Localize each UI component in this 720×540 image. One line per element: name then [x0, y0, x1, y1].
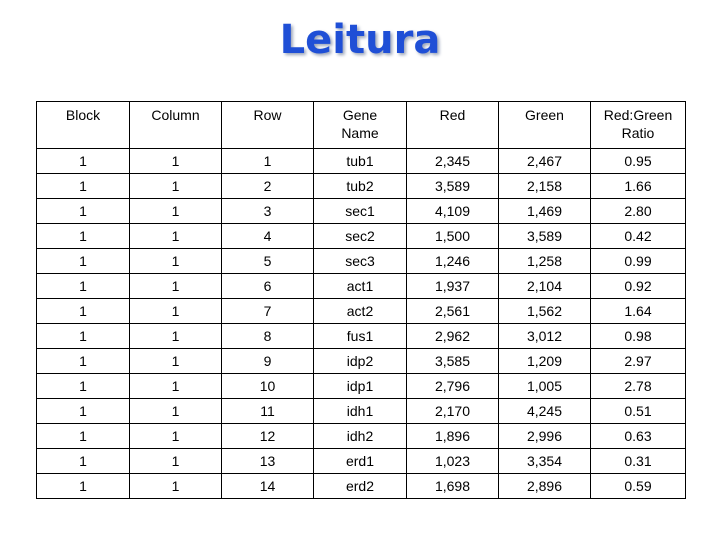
column-header-line: Ratio [621, 125, 655, 141]
cell-column: 1 [130, 324, 222, 349]
cell-row: 11 [222, 399, 314, 424]
data-table [36, 101, 686, 499]
cell-gene-name: sec3 [314, 249, 407, 274]
cell-green: 2,104 [499, 274, 591, 299]
cell-column: 1 [130, 199, 222, 224]
cell-gene-name: sec1 [314, 199, 407, 224]
cell-gene-name: tub1 [314, 149, 407, 174]
cell-green: 2,896 [499, 474, 591, 499]
cell-column: 1 [130, 374, 222, 399]
cell-row: 2 [222, 174, 314, 199]
table-row [37, 174, 686, 199]
cell-column: 1 [130, 149, 222, 174]
cell-gene-name: erd2 [314, 474, 407, 499]
cell-red-green-ratio: 0.98 [591, 324, 686, 349]
cell-green: 2,158 [499, 174, 591, 199]
cell-green: 3,012 [499, 324, 591, 349]
cell-gene-name: idh2 [314, 424, 407, 449]
table-row [37, 374, 686, 399]
table-row [37, 149, 686, 174]
cell-red: 1,896 [407, 424, 499, 449]
cell-green: 3,354 [499, 449, 591, 474]
cell-red: 2,962 [407, 324, 499, 349]
cell-row: 1 [222, 149, 314, 174]
cell-gene-name: erd1 [314, 449, 407, 474]
cell-red: 2,796 [407, 374, 499, 399]
cell-block: 1 [37, 224, 130, 249]
cell-row: 8 [222, 324, 314, 349]
cell-gene-name: idh1 [314, 399, 407, 424]
column-header-block [37, 102, 130, 149]
cell-green: 1,258 [499, 249, 591, 274]
column-header-green [499, 102, 591, 149]
cell-row: 7 [222, 299, 314, 324]
cell-gene-name: idp2 [314, 349, 407, 374]
column-header-gene-name [314, 102, 407, 149]
cell-row: 10 [222, 374, 314, 399]
column-header-line: Name [341, 125, 379, 141]
table-row [37, 299, 686, 324]
column-header-line: Green [525, 107, 564, 123]
cell-red: 1,698 [407, 474, 499, 499]
cell-row: 5 [222, 249, 314, 274]
cell-red-green-ratio: 0.42 [591, 224, 686, 249]
cell-green: 1,562 [499, 299, 591, 324]
cell-row: 12 [222, 424, 314, 449]
cell-green: 1,005 [499, 374, 591, 399]
cell-red-green-ratio: 0.31 [591, 449, 686, 474]
cell-green: 2,996 [499, 424, 591, 449]
cell-green: 1,209 [499, 349, 591, 374]
cell-column: 1 [130, 274, 222, 299]
header-row [37, 102, 686, 149]
column-header-line: Row [253, 107, 282, 123]
table-row [37, 424, 686, 449]
column-header-red [407, 102, 499, 149]
cell-green: 4,245 [499, 399, 591, 424]
cell-column: 1 [130, 399, 222, 424]
cell-red-green-ratio: 0.63 [591, 424, 686, 449]
cell-red-green-ratio: 2.78 [591, 374, 686, 399]
cell-block: 1 [37, 449, 130, 474]
cell-column: 1 [130, 224, 222, 249]
cell-row: 3 [222, 199, 314, 224]
cell-column: 1 [130, 174, 222, 199]
cell-red-green-ratio: 0.51 [591, 399, 686, 424]
table-row [37, 249, 686, 274]
cell-column: 1 [130, 249, 222, 274]
cell-red: 1,023 [407, 449, 499, 474]
cell-block: 1 [37, 249, 130, 274]
cell-green: 2,467 [499, 149, 591, 174]
cell-column: 1 [130, 349, 222, 374]
cell-red: 3,589 [407, 174, 499, 199]
cell-red-green-ratio: 1.66 [591, 174, 686, 199]
cell-red: 2,170 [407, 399, 499, 424]
column-header-line: Red [439, 107, 466, 123]
table-row [37, 349, 686, 374]
table-row [37, 399, 686, 424]
column-header-line: Block [65, 107, 101, 123]
cell-red-green-ratio: 1.64 [591, 299, 686, 324]
cell-red: 1,246 [407, 249, 499, 274]
cell-gene-name: idp1 [314, 374, 407, 399]
cell-block: 1 [37, 149, 130, 174]
column-header-line: Gene [342, 107, 378, 123]
column-header-red-green-ratio [591, 102, 686, 149]
cell-block: 1 [37, 274, 130, 299]
cell-block: 1 [37, 199, 130, 224]
cell-red-green-ratio: 0.92 [591, 274, 686, 299]
cell-gene-name: act2 [314, 299, 407, 324]
table-row [37, 324, 686, 349]
table-body [37, 149, 686, 499]
cell-column: 1 [130, 299, 222, 324]
table-header [37, 102, 686, 149]
column-header-row [222, 102, 314, 149]
cell-row: 4 [222, 224, 314, 249]
cell-gene-name: fus1 [314, 324, 407, 349]
cell-block: 1 [37, 174, 130, 199]
table-row [37, 474, 686, 499]
cell-red: 2,561 [407, 299, 499, 324]
cell-red: 3,585 [407, 349, 499, 374]
cell-column: 1 [130, 474, 222, 499]
cell-red: 1,937 [407, 274, 499, 299]
cell-row: 9 [222, 349, 314, 374]
cell-block: 1 [37, 474, 130, 499]
cell-column: 1 [130, 449, 222, 474]
cell-red-green-ratio: 0.99 [591, 249, 686, 274]
column-header-line: Column [151, 107, 200, 123]
cell-green: 1,469 [499, 199, 591, 224]
column-header-column [130, 102, 222, 149]
cell-gene-name: act1 [314, 274, 407, 299]
cell-red: 2,345 [407, 149, 499, 174]
cell-gene-name: tub2 [314, 174, 407, 199]
table-row [37, 449, 686, 474]
cell-block: 1 [37, 349, 130, 374]
cell-red-green-ratio: 2.80 [591, 199, 686, 224]
column-header-line: Red:Green [603, 107, 673, 123]
cell-block: 1 [37, 399, 130, 424]
cell-row: 13 [222, 449, 314, 474]
table-row [37, 274, 686, 299]
cell-row: 14 [222, 474, 314, 499]
cell-block: 1 [37, 299, 130, 324]
cell-red-green-ratio: 0.59 [591, 474, 686, 499]
cell-column: 1 [130, 424, 222, 449]
table-row [37, 224, 686, 249]
page-title: Leitura [279, 17, 441, 63]
cell-green: 3,589 [499, 224, 591, 249]
cell-block: 1 [37, 324, 130, 349]
cell-row: 6 [222, 274, 314, 299]
cell-red-green-ratio: 2.97 [591, 349, 686, 374]
cell-block: 1 [37, 424, 130, 449]
cell-block: 1 [37, 374, 130, 399]
cell-red-green-ratio: 0.95 [591, 149, 686, 174]
cell-red: 1,500 [407, 224, 499, 249]
cell-gene-name: sec2 [314, 224, 407, 249]
table-row [37, 199, 686, 224]
cell-red: 4,109 [407, 199, 499, 224]
